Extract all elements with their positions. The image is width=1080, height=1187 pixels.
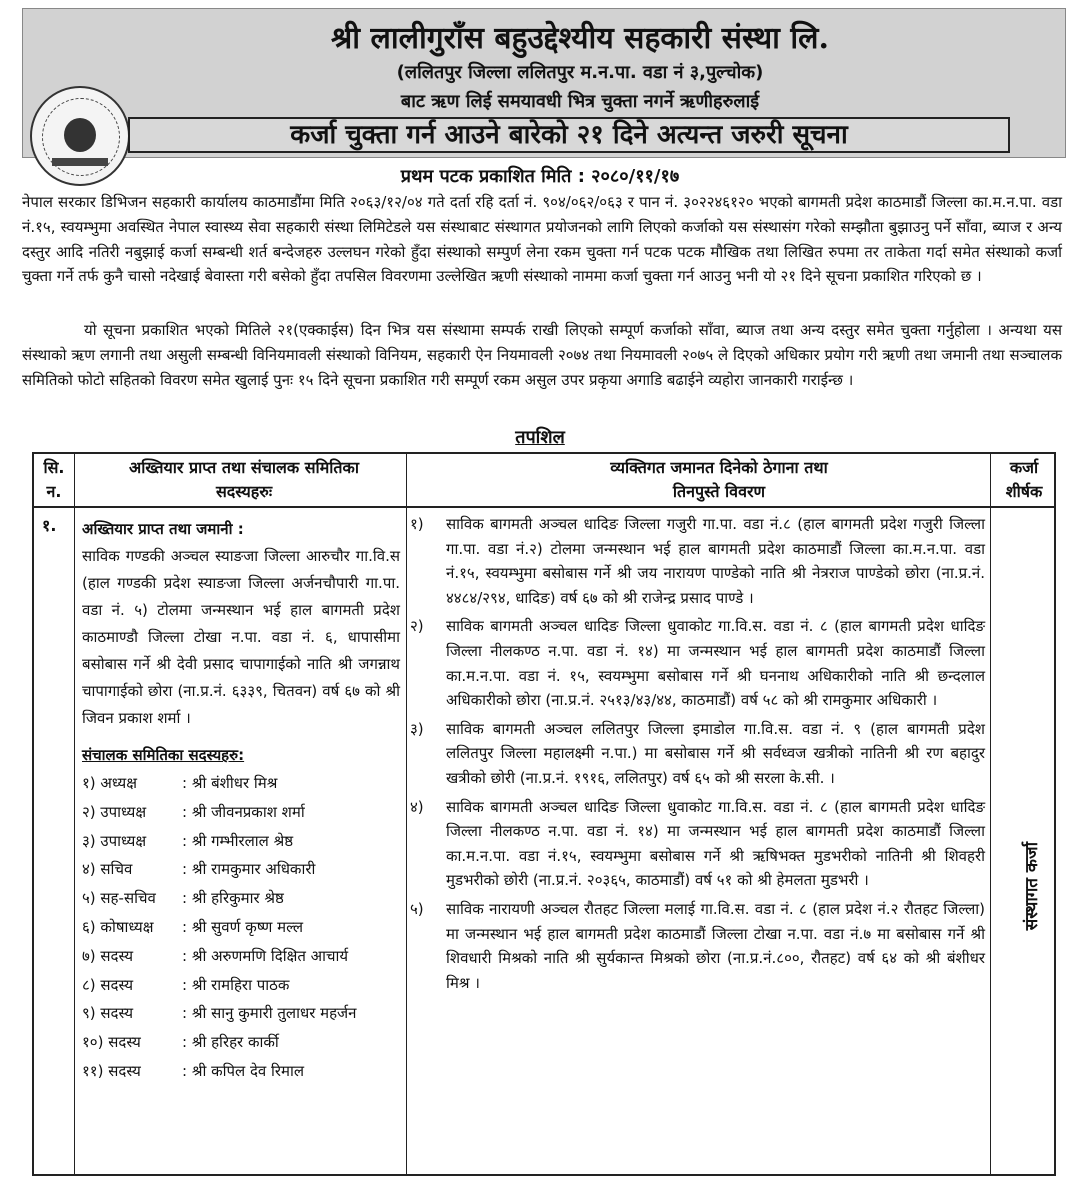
member-name: : श्री अरुणमणि दिक्षित आचार्य [182,946,349,965]
logo-emblem [64,118,96,152]
guarantor-text: साविक बागमती अञ्चल धादिङ जिल्ला धुवाकोट गा.वि.स. वडा नं. ८ (हाल बागमती प्रदेश धादिङ जिल्ला नीलकण्ठ न.पा. वडा नं. १४) मा जन्मस्थान भई हाल बागमती प्रदेश काठमाडौं जिल्ला का.म.न.पा. वडा नं. १५, स्वयम्भुमा बसोबास गर्ने श्री घननाथ अधिकारीको नाति श्री छन्दलाल अधिकारीको छोरा (ना.प्र.नं. २५१३/४३/४४, काठमाडौं) वर्ष ५८ को श्री रामकुमार अधिकारी । [446,617,985,710]
board-list [82,769,400,1086]
board-member [82,971,400,1000]
column-divider [74,454,75,1174]
column-divider [406,454,407,1174]
board-heading: संचालक समितिका सदस्यहरु: [82,746,245,764]
guarantor-number: ५) [410,899,424,918]
member-role: ५) सह-सचिव [82,889,156,908]
loan-title: संस्थागत कर्जा [1022,842,1042,931]
guarantor-entry [410,614,985,712]
member-role: ३) उपाध्यक्ष [82,831,147,850]
board-member [82,827,400,856]
member-name: : श्री गम्भीरलाल श्रेष्ठ [182,831,294,850]
guarantor-entry [410,512,985,610]
guarantor-entry [410,897,985,995]
publication-date: प्रथम पटक प्रकाशित मिति : २०८०/११/१७ [400,166,680,187]
member-role: १०) सदस्य [82,1033,141,1052]
member-role: ९) सदस्य [82,1004,134,1023]
guarantor-entry [410,795,985,893]
member-name: : श्री रामकुमार अधिकारी [182,860,316,879]
board-member [82,942,400,971]
notice-banner: कर्जा चुक्ता गर्न आउने बारेको २१ दिने अत्यन्त जरुरी सूचना [128,117,1010,153]
member-name: : श्री रामहिरा पाठक [182,975,290,994]
guarantor-text: साविक बागमती अञ्चल धादिङ जिल्ला धुवाकोट गा.वि.स. वडा नं. ८ (हाल बागमती प्रदेश धादिङ जिल्ला नीलकण्ठ न.पा. वडा नं. १४) मा जन्मस्थान भई हाल बागमती प्रदेश काठमाडौं जिल्ला का.म.न.पा. वडा नं.१५, स्वयम्भुमा बसोबास गर्ने श्री ऋषिभक्त मुडभरीको नातिनी श्री शिवहरी मुडभरीको छोरी (ना.प्र.नं. २०३६५, काठमाडौं) वर्ष ५१ को श्री हेमलता मुडभरी । [446,797,985,890]
authorized-text: साविक गण्डकी अञ्चल स्याङजा जिल्ला आरुचौर गा.वि.स (हाल गण्डकी प्रदेश स्याङजा जिल्ला अर्जनचौपारी गा.पा. वडा नं. ५) टोलमा जन्मस्थान भई हाल बागमती प्रदेश काठमाण्डौ जिल्ला टोखा न.पा. वडा नं. ६, धापासीमा बसोबास गर्ने श्री देवी प्रसाद चापागाईको नाति श्री जगन्नाथ चापागाईको छोरा (ना.प्र.नं. ६३३९, चितवन) वर्ष ६७ को श्री जिवन प्रकाश शर्मा । [82,547,400,727]
header-guarantors: व्यक्तिगत जमानत दिनेको ठेगाना तथा तिनपुस्ते विवरण [610,458,828,501]
board-member [82,855,400,884]
guarantor-number: ३) [410,719,424,738]
table-title: तपशिल [515,427,565,448]
row-sn: १. [42,516,57,535]
board-member [82,1028,400,1057]
org-title: श्री लालीगुराँस बहुउद्देश्यीय सहकारी संस्था लि. [331,21,829,56]
member-name: : श्री सुवर्ण कृष्ण मल्ल [182,917,304,936]
column-divider [990,454,991,1174]
board-member [82,798,400,827]
notice-subtitle: बाट ऋण लिई समयावधी भित्र चुक्ता नगर्ने ऋणीहरुलाई [400,91,760,112]
guarantor-number: २) [410,617,424,636]
guarantor-text: साविक बागमती अञ्चल धादिङ जिल्ला गजुरी गा.पा. वडा नं.८ (हाल बागमती प्रदेश गजुरी जिल्ला गा.पा. वडा नं.२) टोलमा जन्मस्थान भई हाल बागमती प्रदेश काठमाडौं जिल्ला का.म.न.पा. वडा नं.१५, स्वयम्भुमा बसोबास गर्ने श्री जय नारायण पाण्डेको नाति श्री नेत्रराज पाण्डेको छोरा (ना.प्र.नं. ४४८४/२९४, धादिङ) वर्ष ६७ को श्री राजेन्द्र प्रसाद पाण्डे । [446,515,985,607]
member-role: ८) सदस्य [82,975,134,994]
guarantor-number: ४) [410,797,424,816]
member-role: ७) सदस्य [82,946,134,965]
header-sn: सि. न. [43,458,65,501]
guarantor-text: साविक बागमती अञ्चल ललितपुर जिल्ला इमाडोल गा.वि.स. वडा नं. ९ (हाल बागमती प्रदेश ललितपुर जिल्ला महालक्ष्मी न.पा.) मा बसोबास गर्ने श्री सर्वध्वज खत्रीको नातिनी श्री रण बहादुर खत्रीको छोरी (ना.प्र.नं. १९१६, ललितपुर) वर्ष ६५ को श्री सरला के.सी. । [446,719,985,787]
guarantor-entry [410,717,985,791]
details-table [32,452,1056,1176]
member-role: ११) सदस्य [82,1061,141,1080]
authorized-heading: अख्तियार प्राप्त तथा जमानी : [82,520,244,538]
member-role: ४) सचिव [82,860,133,879]
board-member [82,884,400,913]
authorized-cell [82,516,400,1086]
member-role: १) अध्यक्ष [82,774,137,792]
member-name: : श्री जीवनप्रकाश शर्मा [182,802,305,821]
board-member [82,1057,400,1086]
header-authorized: अख्तियार प्राप्त तथा संचालक समितिका सदस्यहरुः [129,458,359,501]
org-address: (ललितपुर जिल्ला ललितपुर म.न.पा. वडा नं ३,पुल्चोक) [396,62,764,83]
header-loan: कर्जा शीर्षक [1005,458,1043,501]
guarantors-cell [410,512,985,999]
header-divider [34,506,1054,508]
guarantor-number: १) [410,515,424,533]
member-role: २) उपाध्यक्ष [82,802,147,821]
member-name: : श्री हरिहर कार्की [182,1033,279,1052]
board-member [82,999,400,1028]
member-name: : श्री सानु कुमारी तुलाधर महर्जन [182,1004,357,1023]
notice-paragraph-2: यो सूचना प्रकाशित भएको मितिले २१(एक्काईस) दिन भित्र यस संस्थामा सम्पर्क राखी लिएको सम्पूर्ण कर्जाको साँवा, ब्याज तथा अन्य दस्तुर समेत चुक्ता गर्नुहोला । अन्यथा यस संस्थाको ऋण लगानी तथा असुली सम्बन्धी विनियमावली संस्थाको विनियम, सहकारी ऐन नियमावली २०७४ तथा नियमावली २०७५ ले दिएको अधिकार प्रयोग गरी ऋणी तथा जमानी तथा सञ्चालक समितिको फोटो सहितको विवरण समेत खुलाई पुनः १५ दिने सूचना प्रकाशित गरी सम्पूर्ण रकम असुल उपर प्रकृया अगाडि बढाईने व्यहोरा जानकारी गराईन्छ । [22,321,1062,389]
notice-paragraph-1: नेपाल सरकार डिभिजन सहकारी कार्यालय काठमाडौंमा मिति २०६३/१२/०४ गते दर्ता रहि दर्ता नं. ९०४/०६२/०६३ र पान नं. ३०२२४६१२० भएको बागमती प्रदेश काठमाडौं जिल्ला का.म.न.पा. वडा नं.१५, स्वयम्भुमा अवस्थित नेपाल स्वास्थ्य सेवा सहकारी संस्था लिमिटेडले यस संस्थाबाट संस्थागत प्रयोजनको लागि लिएको कर्जाको यस संस्थासंग गरेको सम्झौता बुझाउनु पर्ने साँवा, ब्याज र अन्य दस्तुर आदि नतिरी नबुझाई कर्जा सम्बन्धी शर्त बन्देजहरु उल्लघन गरेको हुँदा संस्थाको सम्पुर्ण लेना रकम चुक्ता गर्न पटक पटक मौखिक तथा लिखित रुपमा तर ताकेता गर्दा समेत संस्थाको कर्जा चुक्ता गर्ने तर्फ कुनै चासो नदेखाई बेवास्ता गरी बसेको हुँदा तपसिल विवरणमा उल्लेखित ऋणी संस्थाको नाममा कर्जा चुक्ता गर्न आउनु भनी यो २१ दिने सूचना प्रकाशित गरिएको छ । [22,193,1062,286]
guarantor-text: साविक नारायणी अञ्चल रौतहट जिल्ला मलाई गा.वि.स. वडा नं. ८ (हाल प्रदेश नं.२ रौतहट जिल्ला) मा जन्मस्थान भई हाल बागमती प्रदेश काठमाडौं जिल्ला टोखा न.पा. वडा नं.७ मा बसोबास गर्ने श्री शिवधारी मिश्रको नाति श्री सुर्यकान्त मिश्रको छोरा (ना.प्र.नं.८००, रौतहट) वर्ष ६४ को श्री बंशीधर मिश्र । [446,899,985,992]
member-role: ६) कोषाध्यक्ष [82,917,154,936]
member-name: : श्री कपिल देव रिमाल [182,1061,305,1080]
member-name: : श्री हरिकुमार श्रेष्ठ [182,889,284,908]
board-member [82,913,400,942]
member-name: : श्री बंशीधर मिश्र [182,774,278,792]
board-member [82,769,400,798]
